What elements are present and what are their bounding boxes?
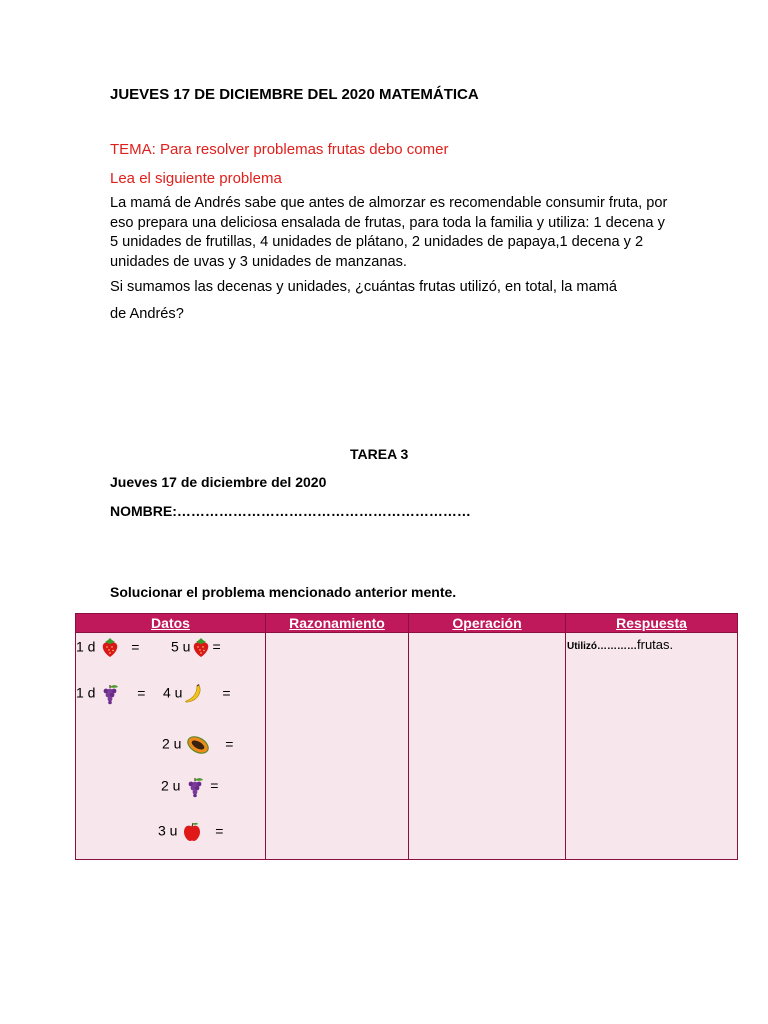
respuesta-cell[interactable] (566, 633, 738, 860)
page-title: JUEVES 17 DE DICIEMBRE DEL 2020 MATEMÁTICA (110, 86, 479, 103)
apple-icon (181, 821, 203, 843)
datos-label: 2 u (162, 735, 182, 752)
task-date: Jueves 17 de diciembre del 2020 (110, 474, 327, 490)
datos-label: 2 u (161, 777, 181, 794)
equals-sign: = (225, 735, 234, 752)
name-field-label: NOMBRE:……………………………………………………… (110, 503, 471, 519)
header-respuesta: Respuesta (566, 614, 738, 633)
header-datos: Datos (76, 614, 266, 633)
datos-label: 3 u (158, 822, 178, 839)
respuesta-text (566, 633, 737, 654)
tema-line: TEMA: Para resolver problemas frutas debo comer (110, 141, 449, 158)
header-razonamiento: Razonamiento (266, 614, 409, 633)
datos-row-grapes-decena (76, 683, 145, 705)
task-instruction: Solucionar el problema mencionado anterior mente. (110, 584, 457, 600)
task-title: TAREA 3 (350, 446, 409, 462)
datos-cell (76, 633, 266, 860)
problem-paragraph: La mamá de Andrés sabe que antes de almorzar es recomendable consumir fruta, por eso prepara una deliciosa ensalada de frutas, para toda la familia y utiliza: 1 decena y 5 unidades de frutillas, 4 unidades de plátano, 2 unidades de papaya,1 decena y 2 unidades de uvas y 3 unidades de manzanas. (110, 195, 668, 270)
datos-label: 4 u (163, 684, 183, 701)
datos-row-strawberry-decena (76, 637, 139, 659)
operacion-cell[interactable] (409, 633, 566, 860)
strawberry-icon (190, 637, 212, 659)
datos-label: 1 d (76, 638, 96, 655)
grapes-icon (184, 776, 206, 798)
equals-sign: = (131, 638, 140, 655)
datos-row-banana (163, 683, 231, 705)
grapes-icon (99, 683, 121, 705)
datos-row-grapes-unidades (161, 776, 218, 798)
instruction-line: Lea el siguiente problema (110, 170, 282, 187)
equals-sign: = (215, 822, 224, 839)
papaya-icon (185, 731, 211, 759)
equals-sign: = (137, 684, 146, 701)
header-operacion: Operación (409, 614, 566, 633)
question-line-2: de Andrés? (110, 306, 184, 322)
razonamiento-cell[interactable] (266, 633, 409, 860)
datos-label: 1 d (76, 684, 96, 701)
equals-sign: = (212, 638, 221, 655)
question-line-1: Si sumamos las decenas y unidades, ¿cuántas frutas utilizó, en total, la mamá (110, 279, 617, 295)
datos-label: 5 u (171, 638, 191, 655)
equals-sign: = (222, 684, 231, 701)
banana-icon (182, 683, 204, 705)
strawberry-icon (99, 637, 121, 659)
datos-row-strawberry-unidades (171, 637, 221, 659)
equals-sign: = (210, 777, 219, 794)
respuesta-frutas: frutas. (637, 637, 674, 652)
task-table (75, 613, 738, 860)
respuesta-utilizo: Utilizó………… (567, 641, 637, 652)
datos-row-papaya (162, 731, 233, 759)
datos-row-apple (158, 821, 223, 843)
